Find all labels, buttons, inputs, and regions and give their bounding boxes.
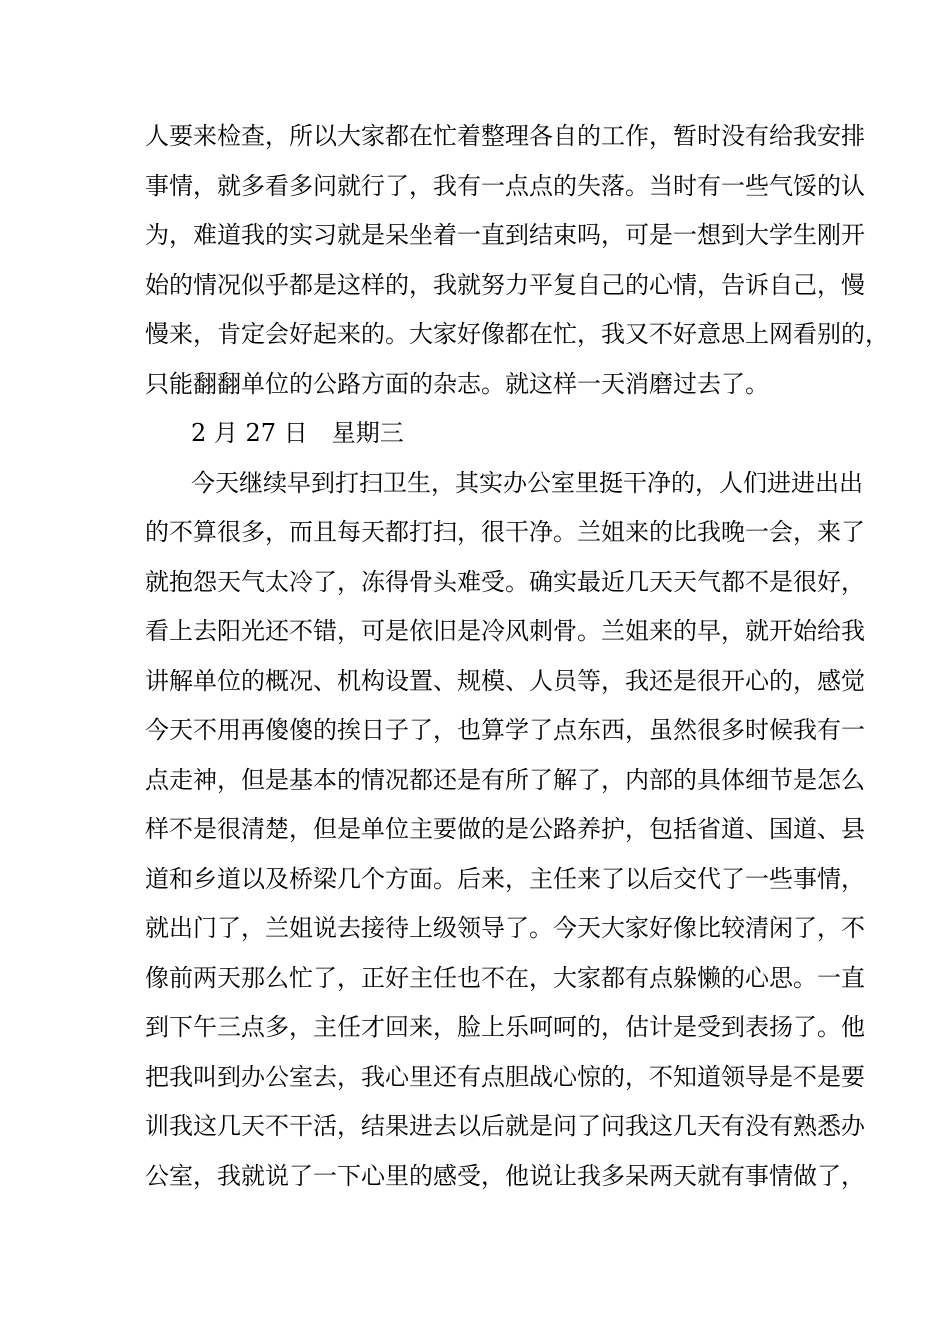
paragraph-line: 今天继续早到打扫卫生，其实办公室里挺干净的，人们进进出出 (191, 468, 863, 497)
paragraph-line: 为，难道我的实习就是呆坐着一直到结束吗，可是一想到大学生刚开 (145, 221, 865, 249)
date-heading: 2 月 27 日 星期三 (191, 419, 404, 447)
paragraph-line: 点走神，但是基本的情况都还是有所了解了，内部的具体细节是怎么 (145, 765, 865, 794)
paragraph-line: 就抱怨天气太冷了，冻得骨头难受。确实最近几天天气都不是很好， (145, 567, 865, 596)
paragraph-line: 把我叫到办公室去，我心里还有点胆战心惊的，不知道领导是不是要 (145, 1062, 865, 1091)
paragraph-line: 事情，就多看多问就行了，我有一点点的失落。当时有一些气馁的认 (145, 171, 865, 200)
document-body (145, 112, 889, 1201)
paragraph-2 (145, 459, 865, 1202)
paragraph-line: 始的情况似乎都是这样的，我就努力平复自己的心情，告诉自己，慢 (145, 270, 865, 299)
paragraph-line: 慢来，肯定会好起来的。大家好像都在忙，我又不好意思上网看别的， (145, 320, 889, 348)
paragraph-1 (145, 112, 889, 409)
paragraph-line: 像前两天那么忙了，正好主任也不在，大家都有点躲懒的心思。一直 (145, 963, 865, 992)
paragraph-line: 今天不用再傻傻的挨日子了，也算学了点东西，虽然很多时候我有一 (145, 716, 865, 744)
paragraph-line: 训我这几天不干活，结果进去以后就是问了问我这几天有没有熟悉办 (145, 1112, 865, 1140)
paragraph-line: 就出门了，兰姐说去接待上级领导了。今天大家好像比较清闲了，不 (145, 914, 865, 942)
paragraph-line: 人要来检查，所以大家都在忙着整理各自的工作，暂时没有给我安排 (145, 122, 865, 150)
paragraph-line: 的不算很多，而且每天都打扫，很干净。兰姐来的比我晚一会，来了 (145, 518, 865, 546)
paragraph-line: 道和乡道以及桥梁几个方面。后来，主任来了以后交代了一些事情， (145, 864, 865, 893)
paragraph-line: 看上去阳光还不错，可是依旧是冷风刺骨。兰姐来的早，就开始给我 (145, 617, 865, 645)
paragraph-line: 到下午三点多，主任才回来，脸上乐呵呵的，估计是受到表扬了。他 (145, 1013, 865, 1041)
paragraph-line: 公室，我就说了一下心里的感受，他说让我多呆两天就有事情做了， (145, 1161, 865, 1190)
paragraph-line: 样不是很清楚，但是单位主要做的是公路养护，包括省道、国道、县 (145, 815, 865, 843)
paragraph-line: 只能翻翻单位的公路方面的杂志。就这样一天消磨过去了。 (145, 369, 769, 398)
paragraph-line: 讲解单位的概况、机构设置、规模、人员等，我还是很开心的，感觉 (145, 666, 865, 695)
